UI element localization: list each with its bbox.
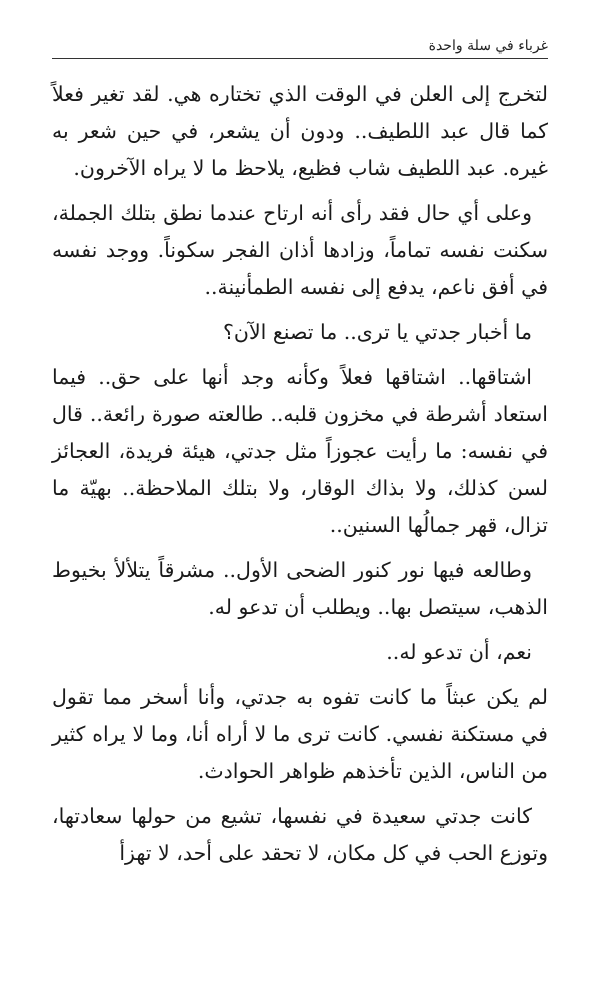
page-body	[52, 76, 548, 880]
paragraph: لم يكن عبثاً ما كانت تفوه به جدتي، وأنا أسخر مما تقول في مستكنة نفسي. كانت ترى ما لا أراه أنا، وما لا يراه كثير من الناس، الذين تأخذهم ظواهر الحوادث.	[52, 685, 548, 783]
paragraph: كانت جدتي سعيدة في نفسها، تشيع من حولها سعادتها، وتوزع الحب في كل مكان، لا تحقد على أحد، لا تهزأ	[52, 804, 548, 865]
paragraph: نعم، أن تدعو له..	[386, 640, 532, 664]
paragraph: لتخرج إلى العلن في الوقت الذي تختاره هي. لقد تغير فعلاً كما قال عبد اللطيف.. ودون أن يشعر، في حين شعر به غيره. عبد اللطيف شاب فظيع، يلاحظ ما لا يراه الآخرون.	[52, 82, 548, 180]
book-title: غرباء في سلة واحدة	[428, 38, 548, 54]
paragraph: وطالعه فيها نور كنور الضحى الأول.. مشرقاً يتلألأ بخيوط الذهب، سيتصل بها.. ويطلب أن تدعو له.	[52, 558, 548, 619]
paragraph: اشتاقها.. اشتاقها فعلاً وكأنه وجد أنها على حق.. فيما استعاد أشرطة في مخزون قلبه.. طالعته صورة رائعة.. قال في نفسه: ما رأيت عجوزاً مثل جدتي، هيئة فريدة، العجائز لسن كذلك، ولا بذاك الوقار، ولا بتلك الملاحظة.. بهيّة ما تزال، قهر جمالُها السنين..	[52, 365, 548, 537]
paragraph: وعلى أي حال فقد رأى أنه ارتاح عندما نطق بتلك الجملة، سكنت نفسه تماماً، وزادها أذان الفجر سكوناً. ووجد نفسه في أفق ناعم، يدفع إلى نفسه الطمأنينة..	[52, 201, 548, 299]
paragraph: ما أخبار جدتي يا ترى.. ما تصنع الآن؟	[223, 320, 532, 344]
running-header	[52, 34, 548, 59]
